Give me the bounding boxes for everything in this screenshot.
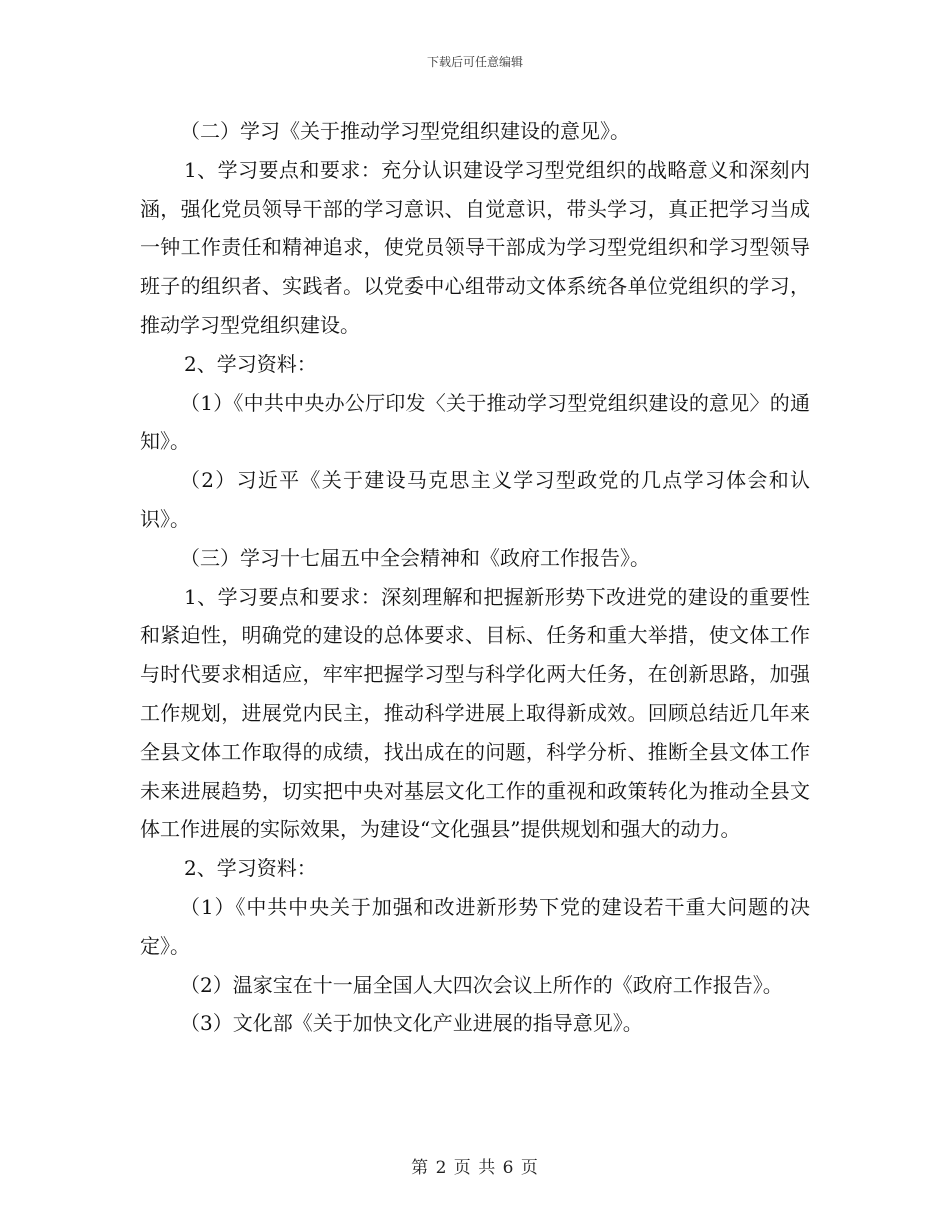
section-heading-3: （三）学习十七届五中全会精神和《政府工作报告》。: [180, 545, 650, 570]
page-footer: 第 2 页 共 6 页: [411, 1158, 539, 1178]
paragraph: 1、学习要点和要求：充分认识建设学习型党组织的战略意义和深刻内涵，强化党员领导干部的学习意识、自觉意识，带头学习，真正把学习当成一钟工作责任和精神追求，使党员领导干部成为学习型党组织和学习型领导班子的组织者、实践者。以党委中心组带动文体系统各单位党组织的学习，推动学习型党组织建设。: [140, 157, 810, 337]
reference-item: （1）《中共中央关于加强和改进新形势下党的建设若干重大问题的决定》。: [140, 894, 810, 958]
paragraph: 2、学习资料：: [184, 351, 317, 376]
section-heading-2: （二）学习《关于推动学习型党组织建设的意见》。: [180, 119, 630, 143]
document-body: [140, 112, 810, 1043]
paragraph: 1、学习要点和要求：深刻理解和把握新形势下改进党的建设的重要性和紧迫性，明确党的建设的总体要求、目标、任务和重大举措，使文体工作与时代要求相适应，牢牢把握学习型与科学化两大任务，在创新思路，加强工作规划，进展党内民主，推动科学进展上取得新成效。回顾总结近几年来全县文体工作取得的成绩，找出成在的问题，科学分析、推断全县文体工作未来进展趋势，切实把中央对基层文化工作的重视和政策转化为推动全县文体工作进展的实际效果，为建设“文化强县”提供规划和强大的动力。: [140, 584, 810, 842]
reference-item: （2）习近平《关于建设马克思主义学习型政党的几点学习体会和认识》。: [140, 468, 810, 531]
reference-item: （3）文化部《关于加快文化产业进展的指导意见》。: [180, 1011, 643, 1036]
reference-item: （1）《中共中央办公厅印发〈关于推动学习型党组织建设的意见〉的通知》。: [140, 390, 810, 454]
page-header: 下载后可任意编辑: [426, 55, 523, 69]
paragraph: 2、学习资料：: [184, 856, 317, 881]
reference-item: （2）温家宝在十一届全国人大四次会议上所作的《政府工作报告》。: [180, 972, 783, 997]
